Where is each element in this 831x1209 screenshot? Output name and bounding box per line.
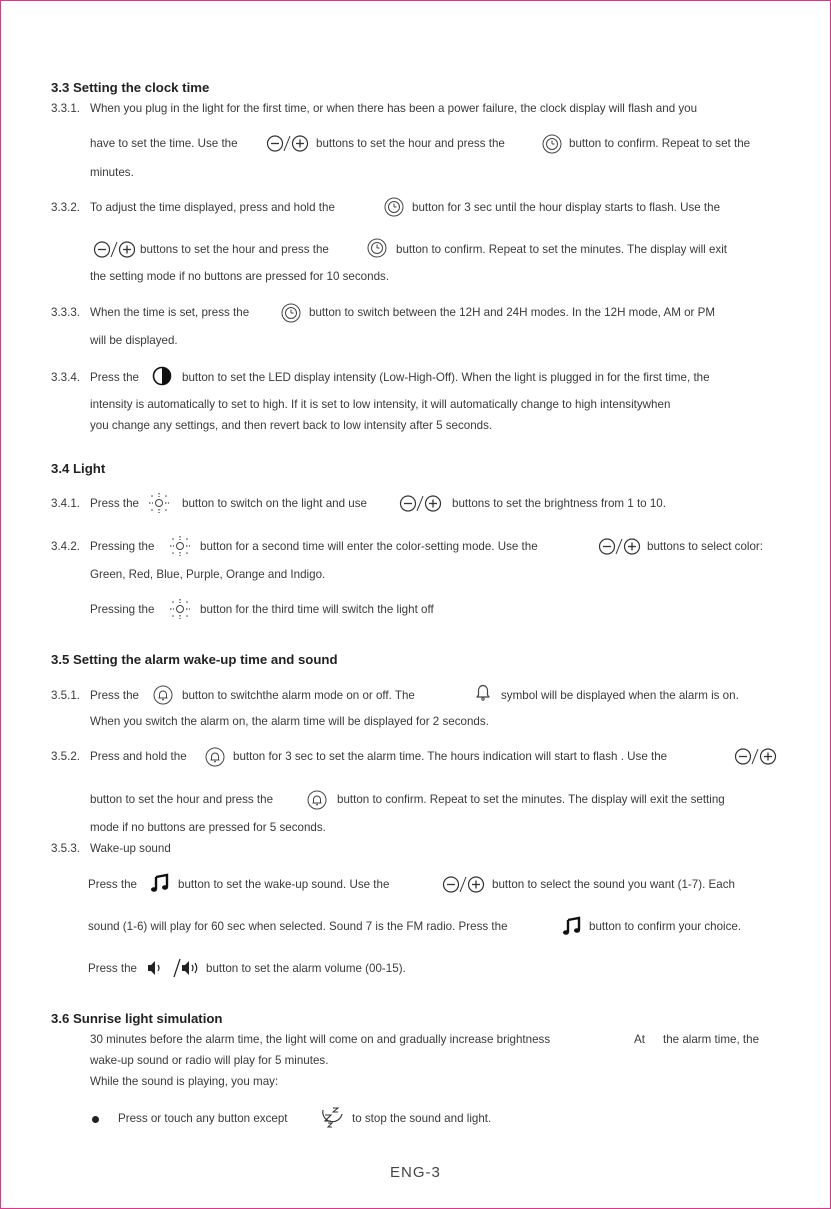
- paragraph-line: buttons to select color:: [647, 540, 763, 553]
- paragraph-line: button to confirm your choice.: [589, 920, 742, 933]
- paragraph-line: At: [634, 1033, 645, 1046]
- bullet-dot: [92, 1116, 99, 1123]
- item-number: 3.3.3.: [51, 306, 81, 319]
- paragraph-line: intensity is automatically to set to high. If it is set to low intensity, it will automatically change to high intensitywhen: [90, 398, 671, 411]
- paragraph-line: Press the: [88, 878, 137, 891]
- subsection-title: Wake-up sound: [90, 842, 171, 855]
- paragraph-line: you change any settings, and then revert back to low intensity after 5 seconds.: [90, 419, 493, 432]
- minus-plus-icon: [598, 537, 642, 556]
- paragraph-line: Green, Red, Blue, Purple, Orange and Indigo.: [90, 568, 326, 581]
- paragraph-line: button for 3 sec to set the alarm time. The hours indication will start to flash . Use the: [233, 750, 668, 763]
- paragraph-line: button to switch between the 12H and 24H modes. In the 12H mode, AM or PM: [309, 306, 716, 319]
- paragraph-line: button to set the LED display intensity (Low-High-Off). When the light is plugged in for the first time, the: [182, 371, 710, 384]
- minus-plus-icon: [399, 494, 443, 513]
- paragraph-line: button to set the hour and press the: [90, 793, 274, 806]
- snooze-icon: [318, 1106, 344, 1130]
- paragraph-line: button to confirm. Repeat to set the minutes. The display will exit the setting: [337, 793, 725, 806]
- paragraph-line: have to set the time. Use the: [90, 137, 238, 150]
- clock-icon: [542, 134, 562, 154]
- paragraph-line: button to set the alarm volume (00-15).: [206, 962, 406, 975]
- light-icon: [169, 535, 191, 557]
- bullet-text: to stop the sound and light.: [352, 1112, 492, 1125]
- paragraph-line: button to set the wake-up sound. Use the: [178, 878, 390, 891]
- paragraph-line: will be displayed.: [90, 334, 178, 347]
- paragraph-line: buttons to set the hour and press the: [316, 137, 505, 150]
- paragraph-line: button to confirm. Repeat to set the: [569, 137, 751, 150]
- minus-plus-icon: [266, 134, 310, 153]
- minus-plus-icon: [734, 747, 778, 766]
- light-icon: [148, 492, 170, 514]
- paragraph-line: Press the: [90, 497, 139, 510]
- paragraph-line: Press and hold the: [90, 750, 187, 763]
- paragraph-line: button to switchthe alarm mode on or off. The: [182, 689, 415, 702]
- paragraph-line: To adjust the time displayed, press and hold the: [90, 201, 335, 214]
- paragraph-line: 30 minutes before the alarm time, the light will come on and gradually increase brightness: [90, 1033, 551, 1046]
- bell-icon: [205, 747, 225, 767]
- minus-plus-icon: [93, 240, 137, 259]
- section-heading-3-3: 3.3 Setting the clock time: [51, 80, 210, 95]
- paragraph-line: button for the third time will switch the light off: [200, 603, 434, 616]
- section-heading-3-4: 3.4 Light: [51, 461, 106, 476]
- bell-icon: [307, 790, 327, 810]
- paragraph-line: buttons to set the brightness from 1 to 10.: [452, 497, 666, 510]
- paragraph-line: button to confirm. Repeat to set the minutes. The display will exit: [396, 243, 728, 256]
- page-number: ENG-3: [390, 1164, 441, 1181]
- item-number: 3.3.1.: [51, 102, 81, 115]
- paragraph-line: button for 3 sec until the hour display starts to flash. Use the: [412, 201, 721, 214]
- section-heading-3-5: 3.5 Setting the alarm wake-up time and sound: [51, 652, 338, 667]
- paragraph-line: Press the: [88, 962, 137, 975]
- paragraph-line: Press the: [90, 689, 139, 702]
- paragraph-line: wake-up sound or radio will play for 5 minutes.: [90, 1054, 329, 1067]
- paragraph-line: the setting mode if no buttons are pressed for 10 seconds.: [90, 270, 390, 283]
- clock-icon: [281, 303, 301, 323]
- item-number: 3.3.4.: [51, 371, 81, 384]
- music-note-icon: [562, 916, 582, 936]
- paragraph-line: the alarm time, the: [663, 1033, 760, 1046]
- contrast-icon: [152, 366, 172, 386]
- paragraph-line: When the time is set, press the: [90, 306, 250, 319]
- paragraph-line: button to select the sound you want (1-7). Each: [492, 878, 735, 891]
- paragraph-line: When you switch the alarm on, the alarm time will be displayed for 2 seconds.: [90, 715, 489, 728]
- clock-icon: [384, 197, 404, 217]
- paragraph-line: button to switch on the light and use: [182, 497, 367, 510]
- paragraph-line: Press the: [90, 371, 139, 384]
- paragraph-line: When you plug in the light for the first time, or when there has been a power failure, the clock display will flash and you: [90, 102, 698, 115]
- music-note-icon: [150, 873, 170, 893]
- item-number: 3.5.2.: [51, 750, 81, 763]
- item-number: 3.5.1.: [51, 689, 81, 702]
- section-heading-3-6: 3.6 Sunrise light simulation: [51, 1011, 223, 1026]
- light-icon: [169, 598, 191, 620]
- item-number: 3.4.2.: [51, 540, 81, 553]
- paragraph-line: minutes.: [90, 166, 134, 179]
- minus-plus-icon: [442, 875, 486, 894]
- bell-outline-icon: [473, 682, 493, 702]
- item-number: 3.3.2.: [51, 201, 81, 214]
- paragraph-line: While the sound is playing, you may:: [90, 1075, 279, 1088]
- paragraph-line: buttons to set the hour and press the: [140, 243, 329, 256]
- paragraph-line: mode if no buttons are pressed for 5 seconds.: [90, 821, 326, 834]
- volume-icon: [146, 958, 202, 978]
- paragraph-line: Pressing the: [90, 603, 155, 616]
- bell-icon: [153, 685, 173, 705]
- paragraph-line: symbol will be displayed when the alarm is on.: [501, 689, 739, 702]
- item-number: 3.5.3.: [51, 842, 81, 855]
- item-number: 3.4.1.: [51, 497, 81, 510]
- paragraph-line: button for a second time will enter the color-setting mode. Use the: [200, 540, 538, 553]
- paragraph-line: sound (1-6) will play for 60 sec when selected. Sound 7 is the FM radio. Press the: [88, 920, 508, 933]
- paragraph-line: Pressing the: [90, 540, 155, 553]
- clock-icon: [367, 238, 387, 258]
- bullet-text: Press or touch any button except: [118, 1112, 288, 1125]
